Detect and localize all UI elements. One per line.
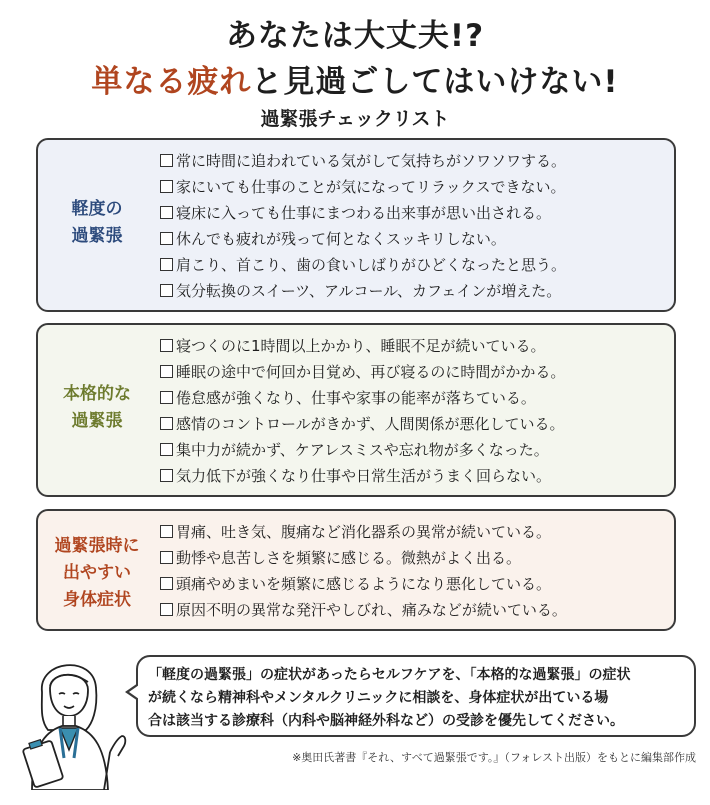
item-text: 寝床に入っても仕事にまつわる出来事が思い出される。 xyxy=(176,204,552,222)
label-line: 出やすい xyxy=(63,563,131,583)
checklist-item[interactable] xyxy=(160,333,565,359)
item-text: 気力低下が強くなり仕事や日常生活がうまく回らない。 xyxy=(176,467,552,485)
item-text: 原因不明の異常な発汗やしびれ、痛みなどが続いている。 xyxy=(176,601,567,619)
checklist-item[interactable] xyxy=(160,200,566,226)
checkbox-icon[interactable] xyxy=(160,232,173,245)
advice-line: 「軽度の過緊張」の症状があったらセルフケアを、「本格的な過緊張」の症状 xyxy=(148,667,631,683)
checklist xyxy=(160,333,565,489)
checklist-item[interactable] xyxy=(160,148,566,174)
section-label xyxy=(38,533,156,614)
item-text: 感情のコントロールがきかず、人間関係が悪化している。 xyxy=(176,415,565,433)
item-text: 家にいても仕事のことが気になってリラックスできない。 xyxy=(176,178,566,196)
checklist xyxy=(160,519,567,623)
label-line: 本格的な xyxy=(63,384,131,404)
item-text: 頭痛やめまいを頻繁に感じるようになり悪化している。 xyxy=(176,575,552,593)
checkbox-icon[interactable] xyxy=(160,603,173,616)
item-text: 常に時間に追われている気がして気持ちがソワソワする。 xyxy=(176,152,567,170)
checklist-item[interactable] xyxy=(160,385,565,411)
section-serious xyxy=(36,323,676,497)
speech-tail-inner xyxy=(129,685,139,699)
item-text: 気分転換のスイーツ、アルコール、カフェインが増えた。 xyxy=(176,282,562,300)
page-title-line1: あなたは大丈夫!? xyxy=(225,18,485,54)
checkbox-icon[interactable] xyxy=(160,417,173,430)
checklist-item[interactable] xyxy=(160,226,566,252)
item-text: 倦怠感が強くなり、仕事や家事の能率が落ちている。 xyxy=(176,389,536,407)
checkbox-icon[interactable] xyxy=(160,469,173,482)
item-text: 集中力が続かず、ケアレスミスや忘れ物が多くなった。 xyxy=(176,441,549,459)
title-rest: と見過ごしてはいけない! xyxy=(251,64,619,100)
checkbox-icon[interactable] xyxy=(160,443,173,456)
checklist-item[interactable] xyxy=(160,252,566,278)
checkbox-icon[interactable] xyxy=(160,284,173,297)
checkbox-icon[interactable] xyxy=(160,525,173,538)
advice-line: が続くなら精神科やメンタルクリニックに相談を、身体症状が出ている場 xyxy=(148,690,609,706)
checkbox-icon[interactable] xyxy=(160,206,173,219)
checkbox-icon[interactable] xyxy=(160,551,173,564)
label-line: 軽度の xyxy=(71,199,123,219)
item-text: 動悸や息苦しさを頻繁に感じる。微熱がよく出る。 xyxy=(176,549,522,567)
checkbox-icon[interactable] xyxy=(160,258,173,271)
section-mild xyxy=(36,138,676,312)
item-text: 休んでも疲れが残って何となくスッキリしない。 xyxy=(176,230,506,248)
checklist xyxy=(160,148,566,304)
page-title-line2 xyxy=(0,56,710,101)
label-line: 過緊張時に xyxy=(54,536,140,556)
advice-callout xyxy=(136,655,696,737)
checklist-item[interactable] xyxy=(160,463,565,489)
checklist-item[interactable] xyxy=(160,597,567,623)
checkbox-icon[interactable] xyxy=(160,391,173,404)
checklist-item[interactable] xyxy=(160,437,565,463)
checkbox-icon[interactable] xyxy=(160,154,173,167)
checkbox-icon[interactable] xyxy=(160,577,173,590)
checklist-item[interactable] xyxy=(160,571,567,597)
section-label xyxy=(38,196,156,250)
item-text: 睡眠の途中で何回か目覚め、再び寝るのに時間がかかる。 xyxy=(176,363,566,381)
checklist-item[interactable] xyxy=(160,359,565,385)
checkbox-icon[interactable] xyxy=(160,339,173,352)
section-label xyxy=(38,381,156,435)
advice-line: 合は該当する診療科（内科や脳神経外科など）の受診を優先してください。 xyxy=(148,713,624,729)
source-footnote: ※奥田氏著書『それ、すべて過緊張です。』（フォレスト出版）をもとに編集部作成 xyxy=(292,751,696,764)
checkbox-icon[interactable] xyxy=(160,180,173,193)
item-text: 肩こり、首こり、歯の食いしばりがひどくなったと思う。 xyxy=(176,256,567,274)
label-line: 身体症状 xyxy=(63,590,131,610)
item-text: 寝つくのに1時間以上かかり、睡眠不足が続いている。 xyxy=(176,337,546,355)
checklist-item[interactable] xyxy=(160,545,567,571)
section-physical xyxy=(36,509,676,631)
checkbox-icon[interactable] xyxy=(160,365,173,378)
label-line: 過緊張 xyxy=(71,226,123,246)
checklist-item[interactable] xyxy=(160,519,567,545)
doctor-with-clipboard-icon xyxy=(14,640,134,790)
checklist-subtitle: 過緊張チェックリスト xyxy=(260,108,450,130)
checklist-item[interactable] xyxy=(160,278,566,304)
item-text: 胃痛、吐き気、腹痛など消化器系の異常が続いている。 xyxy=(176,523,552,541)
label-line: 過緊張 xyxy=(71,411,123,431)
checklist-item[interactable] xyxy=(160,174,566,200)
checklist-item[interactable] xyxy=(160,411,565,437)
title-accent: 単なる疲れ xyxy=(91,64,252,100)
